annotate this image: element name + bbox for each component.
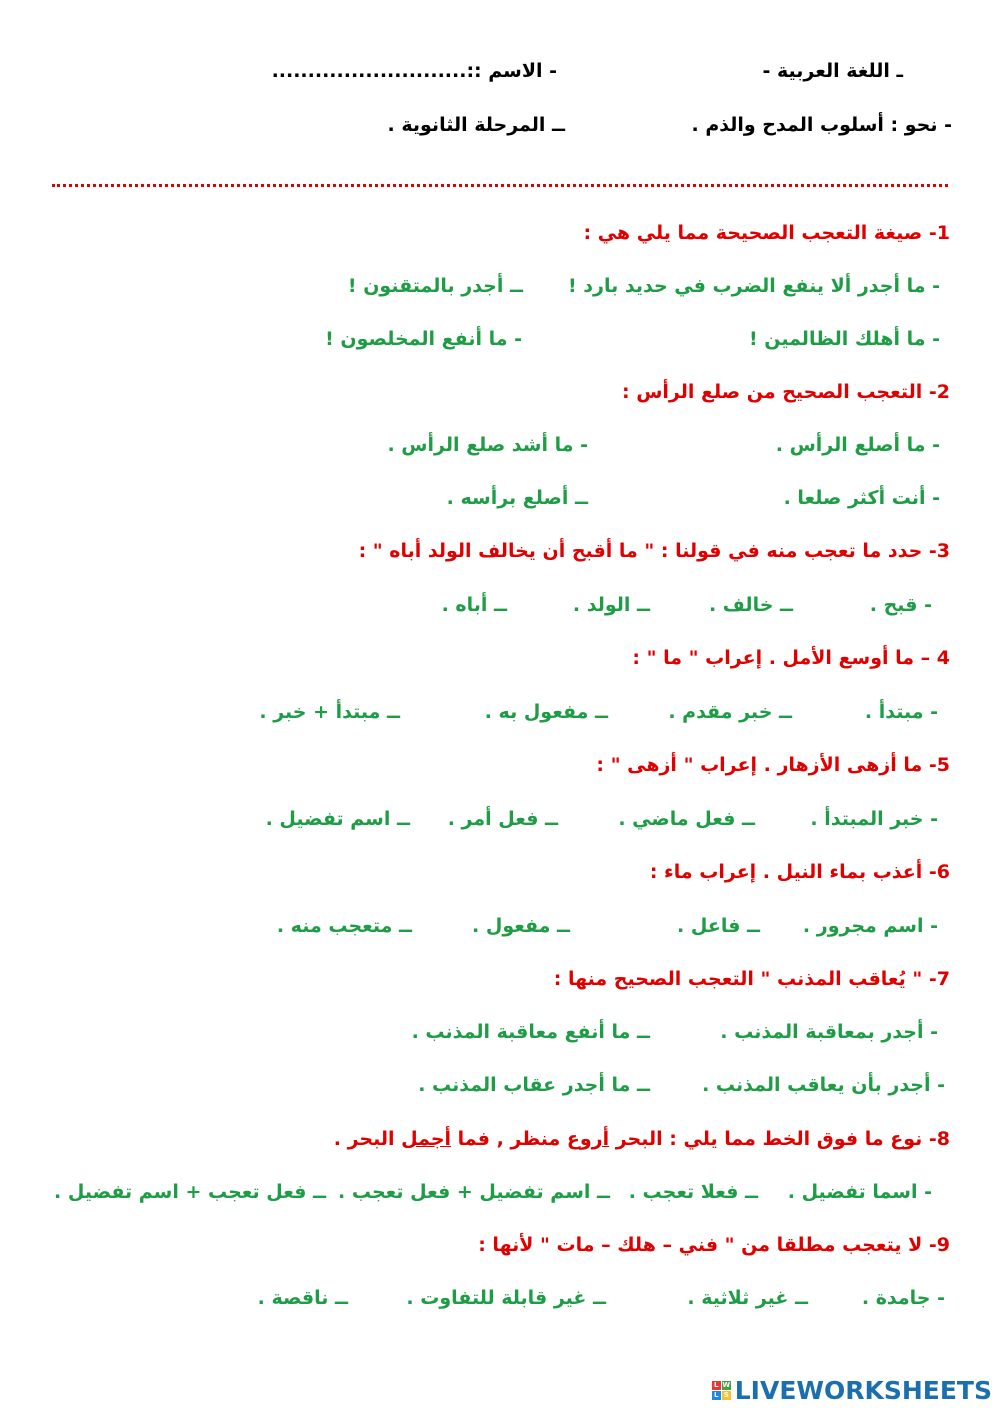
brand-text: LIVEWORKSHEETS xyxy=(734,1376,992,1405)
q9-option-a[interactable]: - جامدة . xyxy=(861,1287,945,1309)
q1-option-a[interactable]: - ما أجدر ألا ينفع الضرب في حديد بارد ! xyxy=(568,275,940,297)
name-field-label[interactable]: - الاسم ::........................... xyxy=(271,60,557,82)
logo-letter: L xyxy=(712,1391,721,1400)
q9-option-d[interactable]: ــ ناقصة . xyxy=(257,1287,348,1309)
underlined-word-2: أجمل xyxy=(401,1128,452,1150)
q7-option-a[interactable]: - أجدر بمعاقبة المذنب . xyxy=(720,1021,938,1043)
q7-option-b[interactable]: ــ ما أنفع معاقبة المذنب . xyxy=(411,1021,650,1043)
q3-option-a[interactable]: - قبح . xyxy=(869,594,932,616)
q5-option-b[interactable]: ــ فعل ماضي . xyxy=(618,808,755,830)
q6-option-a[interactable]: - اسم مجرور . xyxy=(802,915,938,937)
q7-option-d[interactable]: ــ ما أجدر عقاب المذنب . xyxy=(418,1074,650,1096)
q5-option-d[interactable]: ــ اسم تفضيل . xyxy=(265,808,410,830)
q3-option-b[interactable]: ــ خالف . xyxy=(708,594,793,616)
logo-letter: W xyxy=(722,1381,731,1389)
q4-option-c[interactable]: ــ مفعول به . xyxy=(484,701,608,723)
q3-option-c[interactable]: ــ الولد . xyxy=(572,594,650,616)
q5-option-c[interactable]: ــ فعل أمر . xyxy=(447,808,558,830)
q5-option-a[interactable]: - خبر المبتدأ . xyxy=(810,808,938,830)
q8-option-d[interactable]: ــ فعل تعجب + اسم تفضيل . xyxy=(54,1181,326,1203)
q1-option-d[interactable]: - ما أنفع المخلصون ! xyxy=(325,328,522,350)
stage-label: ــ المرحلة الثانوية . xyxy=(387,114,565,136)
question-2: 2- التعجب الصحيح من صلع الرأس : xyxy=(621,381,950,403)
question-8-part1: 8- نوع ما فوق الخط مما يلي : البحر xyxy=(609,1128,950,1150)
q1-option-c[interactable]: - ما أهلك الظالمين ! xyxy=(748,328,940,350)
question-9: 9- لا يتعجب مطلقا من " فني – هلك – مات " لأنها : xyxy=(478,1234,950,1256)
question-8-part3: البحر . xyxy=(333,1128,402,1150)
question-8-part2: منظر , فما xyxy=(451,1128,567,1150)
q9-option-b[interactable]: ــ غير ثلاثية . xyxy=(687,1287,808,1309)
q2-option-c[interactable]: - أنت أكثر صلعا . xyxy=(783,487,940,509)
subject-label: ـ اللغة العربية - xyxy=(762,60,903,82)
q7-option-c[interactable]: - أجدر بأن يعاقب المذنب . xyxy=(702,1074,945,1096)
q8-option-b[interactable]: ــ فعلا تعجب . xyxy=(628,1181,758,1203)
question-3: 3- حدد ما تعجب منه في قولنا : " ما أقبح أن يخالف الولد أباه " : xyxy=(358,540,950,562)
q6-option-c[interactable]: ــ مفعول . xyxy=(472,915,570,937)
underlined-word-1: أروع xyxy=(566,1128,610,1150)
q8-option-c[interactable]: ــ اسم تفضيل + فعل تعجب . xyxy=(338,1181,610,1203)
dotted-divider xyxy=(52,184,948,187)
question-4: 4 – ما أوسع الأمل . إعراب " ما " : xyxy=(632,647,950,669)
topic-label: - نحو : أسلوب المدح والذم . xyxy=(691,114,952,136)
q2-option-d[interactable]: ــ أصلع برأسه . xyxy=(446,487,588,509)
q2-option-b[interactable]: - ما أشد صلع الرأس . xyxy=(387,434,588,456)
q4-option-a[interactable]: - مبتدأ . xyxy=(864,701,938,723)
question-8 xyxy=(334,1128,950,1150)
q8-option-a[interactable]: - اسما تفضيل . xyxy=(787,1181,932,1203)
q9-option-c[interactable]: ــ غير قابلة للتفاوت . xyxy=(406,1287,606,1309)
logo-letter: S xyxy=(723,1391,729,1399)
question-5: 5- ما أزهى الأزهار . إعراب " أزهى " : xyxy=(596,754,950,776)
q6-option-d[interactable]: ــ متعجب منه . xyxy=(276,915,412,937)
liveworksheets-logo[interactable] xyxy=(712,1376,992,1405)
logo-grid-icon xyxy=(712,1381,731,1400)
q1-option-b[interactable]: ــ أجدر بالمتقنون ! xyxy=(347,275,523,297)
question-7: 7- " يُعاقب المذنب " التعجب الصحيح منها : xyxy=(553,968,950,990)
question-1: 1- صيغة التعجب الصحيحة مما يلي هي : xyxy=(583,222,950,244)
q3-option-d[interactable]: ــ أباه . xyxy=(441,594,507,616)
q4-option-b[interactable]: ــ خبر مقدم . xyxy=(668,701,792,723)
q4-option-d[interactable]: ــ مبتدأ + خبر . xyxy=(259,701,400,723)
q2-option-a[interactable]: - ما أصلع الرأس . xyxy=(775,434,940,456)
q6-option-b[interactable]: ــ فاعل . xyxy=(677,915,760,937)
question-6: 6- أعذب بماء النيل . إعراب ماء : xyxy=(649,861,950,883)
logo-letter: L xyxy=(712,1381,721,1390)
